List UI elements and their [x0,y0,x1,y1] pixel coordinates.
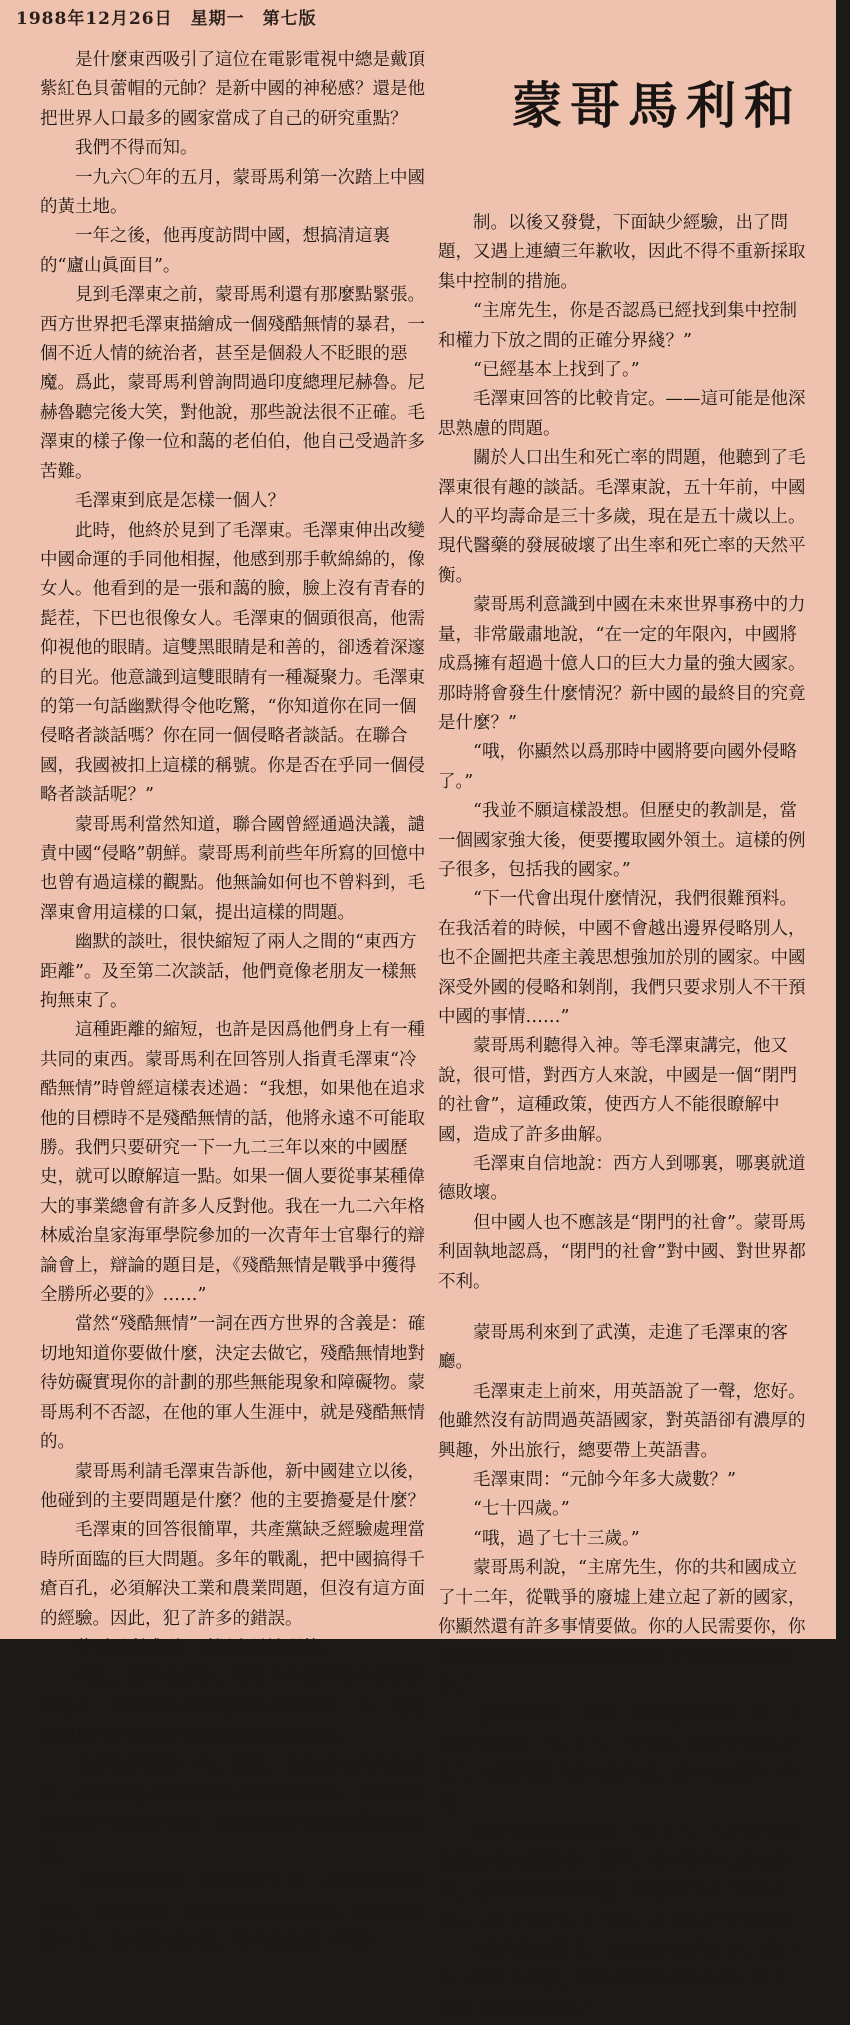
paragraph: 蒙哥馬利當然知道，聯合國曾經通過決議，譴責中國“侵略”朝鮮。蒙哥馬利前些年所寫的回憶中也曾有過這樣的觀點。他無論如何也不曾料到，毛澤東會用這樣的口氣，提出這樣的問題。 [40,814,426,923]
paragraph: 毛澤東到底是怎樣一個人？ [75,491,285,512]
paragraph: 蒙哥馬利來到了武漢，走進了毛澤東的客廳。 [438,1323,788,1373]
section-break [438,1297,808,1319]
paragraph: 毛澤東的眼睛一亮。顯然，他對這位西方政治家、軍事家提出的問題表示新奇和欽佩。看來這位元帥對中國確有研究，並善於抓住敏感和重要的問題。 [40,1755,425,1864]
paragraph: 毛澤東的回答很簡單，共產黨缺乏經驗處理當時所面臨的巨大問題。多年的戰亂，把中國搞得千瘡百孔，必須解決工業和農業問題，但沒有這方面的經驗。因此，犯了許多的錯誤。 [40,1520,425,1629]
article-title: 蒙哥馬利和 [512,76,802,135]
paragraph: 毛澤東回答的比較肯定。——這可能是他深思熟慮的問題。 [438,389,806,439]
paragraph: 蒙哥馬利請毛澤東告訴他，新中國建立以後，他碰到的主要問題是什麼？他的主要擔憂是什麼？ [40,1461,425,1511]
paragraph: 我們不得而知。 [75,138,198,159]
paragraph: 蒙哥馬利說，“主席先生，你的共和國成立了十二年，從戰爭的廢墟上建立起了新的國家，你顯然還有許多事情要做。你的人民需要你，你必須有健康的身體和充沛的精力來領導這個國家。” [438,1558,806,1696]
scan-edge [836,0,850,1639]
paragraph: “主席先生，你是否認爲已經找到集中控制和權力下放之間的正確分界綫？” [438,301,797,351]
paragraph: 毛澤東走上前來，用英語說了一聲，您好。他雖然沒有訪問過英語國家，對英語卻有濃厚的興趣，外出旅行，總要帶上英語書。 [438,1381,806,1461]
paragraph: 此時，他終於見到了毛澤東。毛澤東伸出改變中國命運的手同他相握，他感到那手軟綿綿的，像女人。他看到的是一張和藹的臉，臉上沒有青春的髭茬，下巴也很像女人。毛澤東的個頭很高，他需仰視他的眼睛。這雙黑眼睛是和善的，卻透着深邃的目光。他意識到這雙眼睛有一種凝聚力。毛澤東的第一句話幽默得令他吃驚，“你知道你在同一個侵略者談話嗎？你在同一個侵略者談話。在聯合國，我國被扣上這樣的稱號。你是否在乎同一個侵略者談話呢？” [40,520,425,806]
right-column [438,209,808,2025]
paragraph: 幽默的談吐，很快縮短了兩人之間的“東西方距離”。及至第二次談話，他們竟像老朋友一樣無拘無束了。 [40,932,417,1011]
paragraph: 制。以後又發覺，下面缺少經驗，出了問題，又遇上連續三年歉收，因此不得不重新採取集中控制的措施。 [438,213,806,292]
paragraph: “已經基本上找到了。” [473,360,640,381]
paragraph: 一九六〇年的五月，蒙哥馬利第一次踏上中國的黃土地。 [40,167,425,218]
paragraph: 關於人口出生和死亡率的問題，他聽到了毛澤東很有趣的談話。毛澤東說，五十年前，中國人的平均壽命是三十多歲，現在是五十歲以上。現代醫藥的發展破壞了出生率和死亡率的天然平衡。 [438,448,806,586]
paragraph: 毛澤東回答道：新中國成立後，中央控制必須很緊。那時食物、必須的藥品都很缺乏，沒有別的路可走。後來情況好轉，曾決定放鬆一些控 [40,1873,425,1952]
paragraph: 但中國人也不應該是“閉門的社會”。蒙哥馬利固執地認爲，“閉門的社會”對中國、對世界都不利。 [438,1212,806,1292]
paragraph: “哦，你顯然以爲那時中國將要向國外侵略了。” [438,742,797,792]
paragraph: 蒙哥馬利聽得入神。等毛澤東講完，他又說，很可惜，對西方人來說，中國是一個“閉門的社會”，這種政策，使西方人不能很瞭解中國，造成了許多曲解。 [438,1036,797,1145]
paragraph: “我們說的閻王，就是你們說的上帝。我只有一個五年計劃，到時候我就去見我的上帝了，我的上帝是馬克思。” [438,1940,806,2020]
paragraph: 毛澤東問：“元帥今年多大歲數？” [473,1470,736,1491]
paragraph: 毛澤東自信地說：西方人到哪裏，哪裏就道德敗壞。 [438,1154,806,1204]
paragraph: 蒙哥馬利很是新奇，“七十三、八十四”爲什麼是這樣兩個數字？當時，不可能有人給他解釋，這兩個數字的來歷，和兩個“聖人”聯繫在一起——孔子活了七十三歲，孟子活了八十四歲。 [438,1822,806,1932]
paragraph: 一年之後，他再度訪問中國，想搞清這裏的“廬山眞面目”。 [40,226,390,276]
paragraph: 是什麼東西吸引了這位在電影電視中總是戴頂紫紅色貝蕾帽的元帥？是新中國的神秘感？還是他把世界人口最多的國家當成了自己的研究重點？ [40,50,425,129]
date-header: 1988年12月26日 星期一 第七版 [16,9,317,29]
paragraph: 因此，他問毛澤東，在權力下放和集中控制的問題上，你們現在是不是可以考慮放鬆一下，把適當的權力下放給各省的省長和黨委書記。 [40,1667,425,1747]
paragraph: “哦，過了七十三歲。” [473,1528,640,1549]
left-column [40,46,428,1957]
paragraph: “七十四歲。” [473,1499,570,1520]
paragraph: 當然“殘酷無情”一詞在西方世界的含義是：確切地知道你要做什麼，決定去做它，殘酷無情地對待妨礙實現你的計劃的那些無能現象和障礙物。蒙哥馬利不否認，在他的軍人生涯中，就是殘酷無情的。 [40,1314,426,1453]
paragraph: “我並不願這樣設想。但歷史的教訓是，當一個國家強大後，便要攫取國外領土。這樣的例子很多，包括我的國家。” [438,801,806,880]
paragraph: 這種距離的縮短，也許是因爲他們身上有一種共同的東西。蒙哥馬利在回答別人指責毛澤東“冷酷無情”時曾經這樣表述過：“我想，如果他在追求他的目標時不是殘酷無情的話，他將永遠不可能取勝。我們只要研究一下一九二三年以來的中國歷史，就可以瞭解這一點。如果一個人要從事某種偉大的事業總會有許多人反對他。我在一九二六年格林威治皇家海軍學院參加的一次青年士官舉行的辯論會上，辯論的題目是，《殘酷無情是戰爭中獲得全勝所必要的》……” [40,1020,426,1306]
paragraph: 蒙哥馬利感到，毛澤東是清醒的。 [75,1637,338,1658]
paragraph: “下一代會出現什麼情況，我們很難預料。在我活着的時候，中國不會越出邊界侵略別人，也不企圖把共產主義思想強加於別的國家。中國深受外國的侵略和剝削，我們只要求別人不干預中國的事情……” [438,889,806,1027]
paragraph: 見到毛澤東之前，蒙哥馬利還有那麼點緊張。西方世界把毛澤東描繪成一個殘酷無情的暴君，一個不近人情的統治者，甚至是個殺人不眨眼的惡魔。爲此，蒙哥馬利曾詢問過印度總理尼赫魯。尼赫魯聽完後大笑，對他說，那些說法很不正確。毛澤東的樣子像一位和藹的老伯伯，他自己受過許多苦難。 [40,285,425,482]
paragraph: 蒙哥馬利意識到中國在未來世界事務中的力量，非常嚴肅地說，“在一定的年限內，中國將成爲擁有超過十億人口的巨大力量的強大國家。那時將會發生什麼情況？新中國的最終目的究竟是什麼？” [438,595,806,733]
paragraph: 毛澤東點燃一支煙，慢悠悠地吸着，說，中國有句俗話，“七十三、八十四，閻王不叫自己去”，如果闖過了這兩個年頭，就可以活到一百歲。 [438,1705,806,1814]
